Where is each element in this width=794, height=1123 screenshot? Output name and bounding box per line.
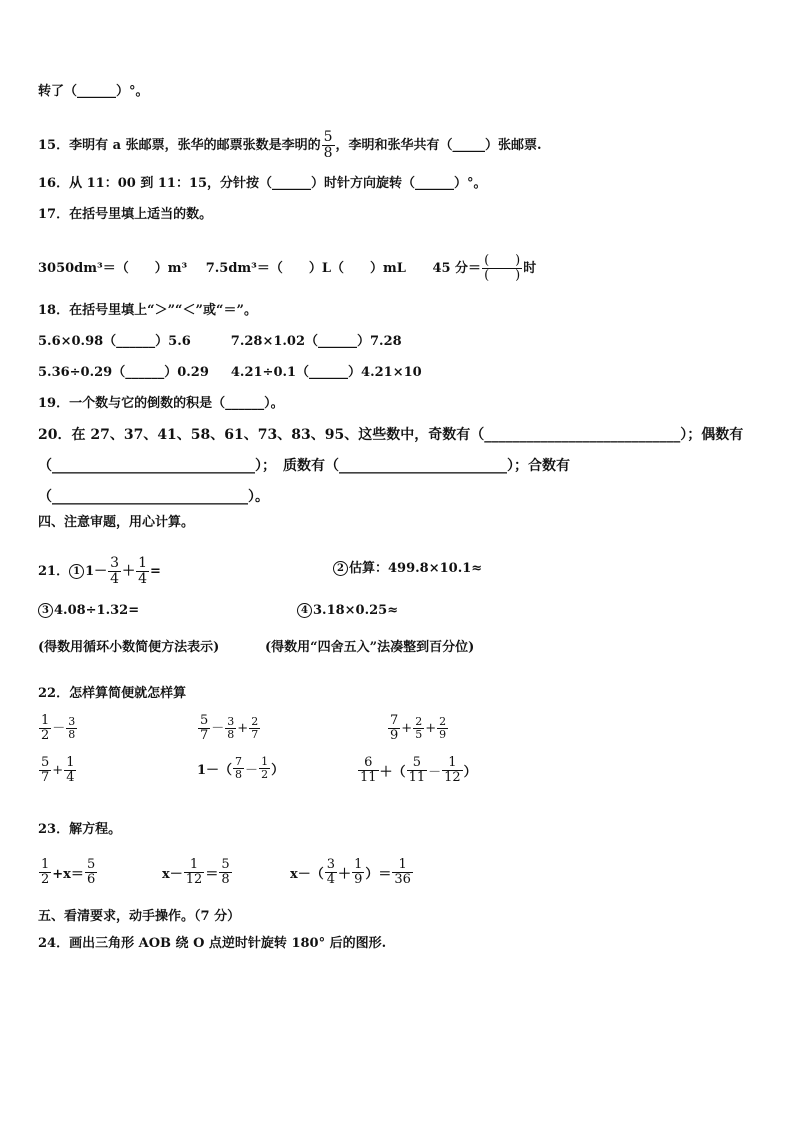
q15-fraction: $\frac{5}{8}$ [323,129,333,161]
circled-number-4: 4 [297,603,312,618]
q17-title: 17．在括号里填上适当的数。 [38,207,213,222]
q21-a-pre: 1－ [85,564,108,579]
fraction: $\frac{1}{4}$ [66,755,75,785]
q19: 19．一个数与它的倒数的积是（______）。 [38,396,284,411]
fraction: $\frac{1}{2}$ [41,857,50,887]
q18-row2 [38,365,422,381]
q22-expr-5: 1－（ $\frac{7}{8}$ － $\frac{1}{2}$ ） [197,755,285,781]
q22-expr-2: $\frac{5}{7}$ － $\frac{3}{8}$ + $\frac{2}{7}$ [200,713,259,743]
q15 [38,130,542,161]
q20-line2: （_____________________________）； 质数有（________________________）；合数有 [38,458,570,474]
q15-text-pre: 15．李明有 a 张邮票，张华的邮票张数是李明的 [38,138,321,153]
q21-item-c [38,603,139,618]
fraction: $\frac{5}{6}$ [86,857,96,887]
q22-expr-4: $\frac{5}{7}$ + $\frac{1}{4}$ [41,755,75,785]
q17-item-b: 7.5dm³＝（ ）L（ ）mL [205,261,406,276]
q23-title: 23．解方程。 [38,822,122,837]
fraction: $\frac{3}{8}$ [227,715,235,741]
q18-item-4: 4.21÷0.1（______）4.21×10 [230,365,422,380]
fraction: $\frac{5}{7}$ [200,713,209,743]
q21-number: 21． [38,564,70,579]
q21-d-text: 3.18×0.25≈ [313,603,399,618]
q17-item-c-post: 时 [523,261,537,276]
q21-item-b [333,557,482,576]
q21-a-fraction-1: $\frac{3}{4}$ [110,555,120,587]
fraction: $\frac{1}{9}$ [354,857,363,887]
fraction: $\frac{1}{36}$ [394,857,411,887]
q16: 16．从 11：00 到 11：15，分针按（______）时针方向旋转（______）°。 [38,176,487,191]
q20-line1: 20．在 27、37、41、58、61、73、83、95、这些数中，奇数有（____________________________）；偶数有 [38,427,744,443]
q18-item-1: 5.6×0.98（______）5.6 [38,334,191,349]
q17-items [38,254,536,283]
circled-number-3: 3 [38,603,53,618]
fraction: $\frac{2}{9}$ [439,715,447,741]
q20-line3: （____________________________）。 [38,489,269,505]
q18-row1 [38,334,402,350]
fraction: $\frac{5}{11}$ [408,755,426,785]
circled-number-1: 1 [69,564,84,579]
fraction: $\frac{7}{9}$ [390,713,399,743]
q17-item-c-pre: 45 分＝ [432,261,482,276]
q18-item-2: 7.28×1.02（______）7.28 [230,334,402,349]
q21-a-equals: = [150,564,161,579]
fraction: $\frac{1}{12}$ [185,857,203,887]
q22-expr-1: $\frac{1}{2}$ － $\frac{3}{8}$ [41,713,76,743]
q23-eq-2: x－ $\frac{1}{12}$ ＝ $\frac{5}{8}$ [162,857,230,887]
q22-expr-6: $\frac{6}{11}$ ＋（ $\frac{5}{11}$ － $\frac{1}{12}$ ） [360,755,477,785]
q21-item-d [297,603,398,618]
q22-title: 22．怎样算简便就怎样算 [38,686,187,701]
fraction: $\frac{2}{7}$ [251,715,259,741]
q21-line1 [38,556,161,587]
q21-note-1: (得数用循环小数简便方法表示) [38,640,220,655]
section-4-heading: 四、注意审题，用心计算。 [38,515,195,530]
q24: 24．画出三角形 AOB 绕 O 点逆时针旋转 180° 后的图形. [38,936,387,951]
q14-tail: 转了（______）°。 [38,84,149,99]
q21-c-text: 4.08÷1.32= [54,603,140,618]
q21-a-plus: ＋ [122,564,136,579]
fraction: $\frac{1}{2}$ [261,755,269,781]
fraction: $\frac{3}{8}$ [68,715,76,741]
q21-a-fraction-2: $\frac{1}{4}$ [138,555,147,587]
fraction: $\frac{6}{11}$ [360,755,377,785]
section-5-heading: 五、看清要求，动手操作。（7 分） [38,909,241,924]
q15-text-post: ，李明和张华共有（_____）张邮票. [335,138,542,153]
q21-note-2: (得数用“四舍五入”法凑整到百分位) [265,640,475,655]
q18-title: 18．在括号里填上“＞”“＜”或“＝”。 [38,303,257,318]
fraction: $\frac{3}{4}$ [326,857,336,887]
q17-item-a: 3050dm³＝（ ）m³ [38,261,188,276]
q18-item-3: 5.36÷0.29（______）0.29 [38,365,209,380]
fraction: $\frac{5}{8}$ [221,857,230,887]
fraction: $\frac{2}{5}$ [415,715,423,741]
q23-eq-3: x－（ $\frac{3}{4}$ ＋ $\frac{1}{9}$ ）＝ $\frac{1}{36}$ [290,857,411,887]
circled-number-2: 2 [333,561,348,576]
fraction: $\frac{7}{8}$ [235,755,243,781]
q17-item-c-fraction: $\frac{( )}{( )}$ [484,253,521,283]
fraction: $\frac{1}{12}$ [444,755,461,785]
fraction: $\frac{5}{7}$ [41,755,50,785]
q22-expr-3: $\frac{7}{9}$ + $\frac{2}{5}$ + $\frac{2}{9}$ [390,713,447,743]
q23-eq-1: $\frac{1}{2}$ +x＝ $\frac{5}{6}$ [41,857,96,887]
fraction: $\frac{1}{2}$ [41,713,50,743]
q21-b-text: 估算：499.8×10.1≈ [349,561,483,576]
